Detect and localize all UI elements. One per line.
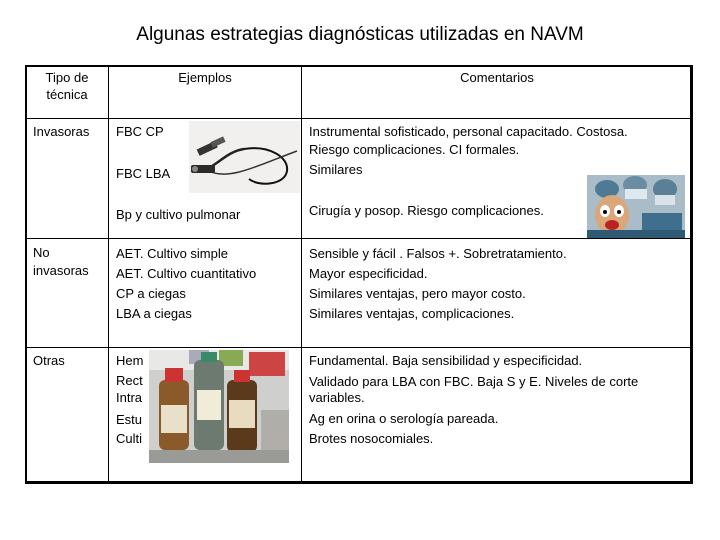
- comment-otras-3: variables.: [309, 390, 365, 405]
- slide-title: Algunas estrategias diagnósticas utilizadas en NAVM: [136, 24, 584, 45]
- bronchoscope-image: [189, 121, 300, 193]
- row-divider: [25, 347, 693, 348]
- example-otras-4: Estu: [116, 412, 143, 427]
- example-otras-2: Rect: [116, 373, 143, 388]
- comment-no-invasoras-4: Similares ventajas, complicaciones.: [309, 306, 515, 321]
- surgeons-image: [587, 175, 685, 238]
- header-ejemplos: Ejemplos: [178, 70, 232, 85]
- example-fbc-cp: FBC CP: [116, 124, 164, 139]
- comment-invasoras-1: Instrumental sofisticado, personal capacitado. Costosa.: [309, 124, 628, 139]
- comment-otras-5: Brotes nosocomiales.: [309, 431, 434, 446]
- row-type-no-invasoras: No invasoras: [33, 245, 89, 278]
- row-type-invasoras: Invasoras: [33, 124, 90, 139]
- comment-otras-2: Validado para LBA con FBC. Baja S y E. Niveles de corte: [309, 374, 639, 389]
- comment-otras-4: Ag en orina o serología pareada.: [309, 411, 499, 426]
- example-fbc-lba: FBC LBA: [116, 166, 171, 181]
- example-otras-5: Culti: [116, 431, 143, 446]
- example-aet-cuantitativo: AET. Cultivo cuantitativo: [116, 266, 257, 281]
- comment-invasoras-4: Cirugía y posop. Riesgo complicaciones.: [309, 203, 544, 218]
- comment-no-invasoras-1: Sensible y fácil . Falsos +. Sobretratamiento.: [309, 246, 567, 261]
- row-divider: [25, 118, 693, 119]
- comment-no-invasoras-3: Similares ventajas, pero mayor costo.: [309, 286, 526, 301]
- header-comentarios: Comentarios: [460, 70, 534, 85]
- column-divider: [301, 65, 302, 484]
- example-otras-3: Intra: [116, 390, 143, 405]
- example-bp-cultivo: Bp y cultivo pulmonar: [116, 207, 241, 222]
- column-divider: [108, 65, 109, 484]
- comment-otras-1: Fundamental. Baja sensibilidad y especificidad.: [309, 353, 583, 368]
- comment-invasoras-3: Similares: [309, 162, 363, 177]
- row-divider: [25, 238, 693, 239]
- comment-no-invasoras-2: Mayor especificidad.: [309, 266, 428, 281]
- example-lba-ciegas: LBA a ciegas: [116, 306, 192, 321]
- header-tipo: Tipo de técnica: [45, 70, 89, 102]
- comment-invasoras-2: Riesgo complicaciones. CI formales.: [309, 142, 520, 157]
- culture-bottles-image: [149, 350, 289, 463]
- example-cp-ciegas: CP a ciegas: [116, 286, 186, 301]
- example-otras-1: Hem: [116, 353, 144, 368]
- row-type-otras: Otras: [33, 353, 65, 368]
- example-aet-simple: AET. Cultivo simple: [116, 246, 228, 261]
